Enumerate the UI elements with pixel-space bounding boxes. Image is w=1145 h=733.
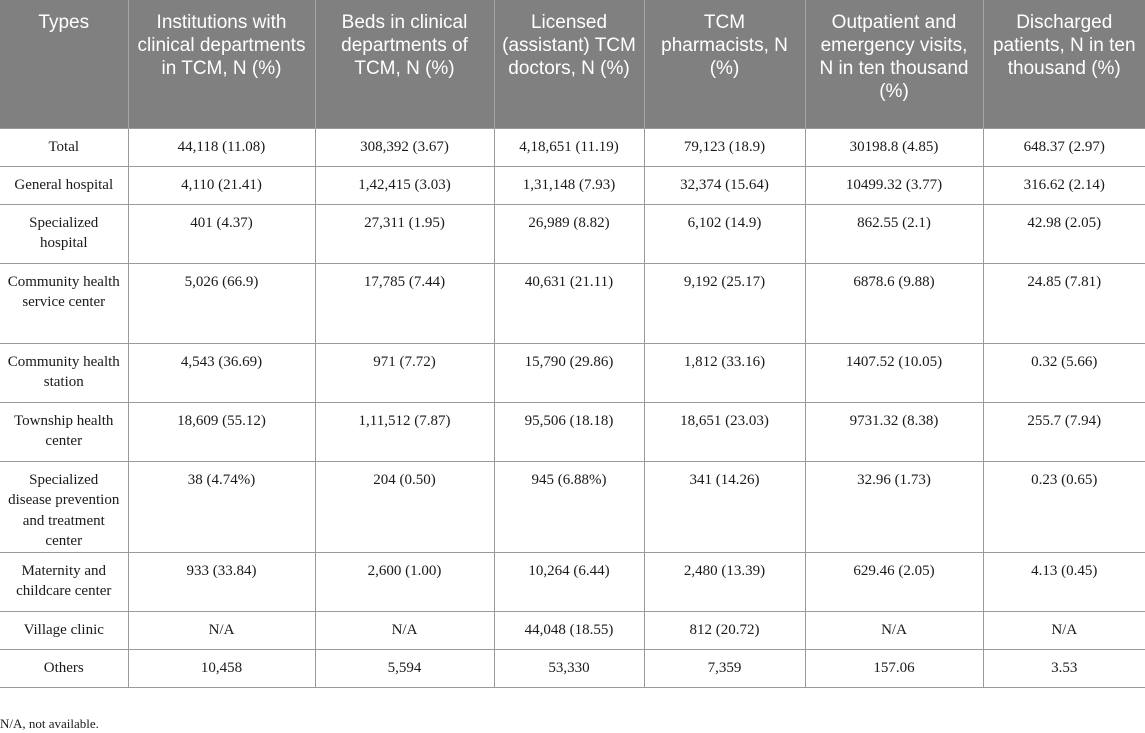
table-row xyxy=(0,343,1145,402)
cell-pharmacists: 18,651 (23.03) xyxy=(644,402,805,461)
cell-discharged-patients: 24.85 (7.81) xyxy=(983,263,1145,343)
cell-institutions: 933 (33.84) xyxy=(128,552,315,611)
table-footnote: N/A, not available. xyxy=(0,716,99,731)
table-header-row xyxy=(0,0,1145,128)
header-beds: Beds in clinical departments of TCM, N (%) xyxy=(315,0,494,128)
table-row xyxy=(0,204,1145,263)
cell-licensed-doctors: 53,330 xyxy=(494,649,644,687)
cell-outpatient-visits: 10499.32 (3.77) xyxy=(805,166,983,204)
cell-type: Maternity and childcare center xyxy=(0,552,128,611)
cell-discharged-patients: 316.62 (2.14) xyxy=(983,166,1145,204)
cell-institutions: 38 (4.74%) xyxy=(128,461,315,552)
cell-pharmacists: 2,480 (13.39) xyxy=(644,552,805,611)
table-row xyxy=(0,461,1145,552)
table-row xyxy=(0,128,1145,166)
cell-licensed-doctors: 40,631 (21.11) xyxy=(494,263,644,343)
header-discharged-patients: Discharged patients, N in ten thousand (%) xyxy=(983,0,1145,128)
table-row xyxy=(0,402,1145,461)
cell-beds: 1,42,415 (3.03) xyxy=(315,166,494,204)
cell-discharged-patients: 42.98 (2.05) xyxy=(983,204,1145,263)
cell-institutions: 10,458 xyxy=(128,649,315,687)
cell-pharmacists: 812 (20.72) xyxy=(644,611,805,649)
cell-outpatient-visits: 6878.6 (9.88) xyxy=(805,263,983,343)
cell-institutions: 18,609 (55.12) xyxy=(128,402,315,461)
cell-discharged-patients: 0.23 (0.65) xyxy=(983,461,1145,552)
cell-discharged-patients: 3.53 xyxy=(983,649,1145,687)
cell-beds: 204 (0.50) xyxy=(315,461,494,552)
cell-type: Township health center xyxy=(0,402,128,461)
cell-beds: 1,11,512 (7.87) xyxy=(315,402,494,461)
cell-licensed-doctors: 10,264 (6.44) xyxy=(494,552,644,611)
cell-institutions: N/A xyxy=(128,611,315,649)
cell-beds: 27,311 (1.95) xyxy=(315,204,494,263)
cell-pharmacists: 32,374 (15.64) xyxy=(644,166,805,204)
header-pharmacists: TCM pharmacists, N (%) xyxy=(644,0,805,128)
cell-outpatient-visits: 629.46 (2.05) xyxy=(805,552,983,611)
cell-discharged-patients: 648.37 (2.97) xyxy=(983,128,1145,166)
cell-institutions: 44,118 (11.08) xyxy=(128,128,315,166)
table-row xyxy=(0,611,1145,649)
cell-type: Others xyxy=(0,649,128,687)
cell-beds: 308,392 (3.67) xyxy=(315,128,494,166)
cell-type: Community health service center xyxy=(0,263,128,343)
cell-pharmacists: 1,812 (33.16) xyxy=(644,343,805,402)
cell-outpatient-visits: 30198.8 (4.85) xyxy=(805,128,983,166)
cell-outpatient-visits: N/A xyxy=(805,611,983,649)
cell-outpatient-visits: 157.06 xyxy=(805,649,983,687)
cell-type: Specialized hospital xyxy=(0,204,128,263)
cell-type: Specialized disease prevention and treatment center xyxy=(0,461,128,552)
cell-discharged-patients: 0.32 (5.66) xyxy=(983,343,1145,402)
cell-discharged-patients: 4.13 (0.45) xyxy=(983,552,1145,611)
cell-institutions: 4,543 (36.69) xyxy=(128,343,315,402)
table-row xyxy=(0,263,1145,343)
cell-discharged-patients: N/A xyxy=(983,611,1145,649)
cell-beds: 971 (7.72) xyxy=(315,343,494,402)
cell-outpatient-visits: 1407.52 (10.05) xyxy=(805,343,983,402)
header-outpatient-visits: Outpatient and emergency visits, N in ten thousand (%) xyxy=(805,0,983,128)
cell-pharmacists: 6,102 (14.9) xyxy=(644,204,805,263)
cell-pharmacists: 341 (14.26) xyxy=(644,461,805,552)
table-body xyxy=(0,128,1145,687)
table-row xyxy=(0,166,1145,204)
cell-pharmacists: 9,192 (25.17) xyxy=(644,263,805,343)
header-institutions: Institutions with clinical departments in TCM, N (%) xyxy=(128,0,315,128)
cell-licensed-doctors: 44,048 (18.55) xyxy=(494,611,644,649)
table-row xyxy=(0,649,1145,687)
cell-type: Community health station xyxy=(0,343,128,402)
cell-beds: 5,594 xyxy=(315,649,494,687)
header-licensed-doctors: Licensed (assistant) TCM doctors, N (%) xyxy=(494,0,644,128)
cell-beds: N/A xyxy=(315,611,494,649)
cell-pharmacists: 7,359 xyxy=(644,649,805,687)
table-row xyxy=(0,552,1145,611)
cell-licensed-doctors: 945 (6.88%) xyxy=(494,461,644,552)
header-types: Types xyxy=(0,0,128,128)
cell-licensed-doctors: 95,506 (18.18) xyxy=(494,402,644,461)
cell-institutions: 5,026 (66.9) xyxy=(128,263,315,343)
cell-discharged-patients: 255.7 (7.94) xyxy=(983,402,1145,461)
cell-licensed-doctors: 26,989 (8.82) xyxy=(494,204,644,263)
cell-institutions: 4,110 (21.41) xyxy=(128,166,315,204)
cell-beds: 17,785 (7.44) xyxy=(315,263,494,343)
cell-institutions: 401 (4.37) xyxy=(128,204,315,263)
cell-licensed-doctors: 4,18,651 (11.19) xyxy=(494,128,644,166)
cell-outpatient-visits: 9731.32 (8.38) xyxy=(805,402,983,461)
cell-type: General hospital xyxy=(0,166,128,204)
cell-licensed-doctors: 15,790 (29.86) xyxy=(494,343,644,402)
cell-outpatient-visits: 862.55 (2.1) xyxy=(805,204,983,263)
cell-outpatient-visits: 32.96 (1.73) xyxy=(805,461,983,552)
cell-type: Total xyxy=(0,128,128,166)
cell-type: Village clinic xyxy=(0,611,128,649)
cell-pharmacists: 79,123 (18.9) xyxy=(644,128,805,166)
cell-beds: 2,600 (1.00) xyxy=(315,552,494,611)
cell-licensed-doctors: 1,31,148 (7.93) xyxy=(494,166,644,204)
